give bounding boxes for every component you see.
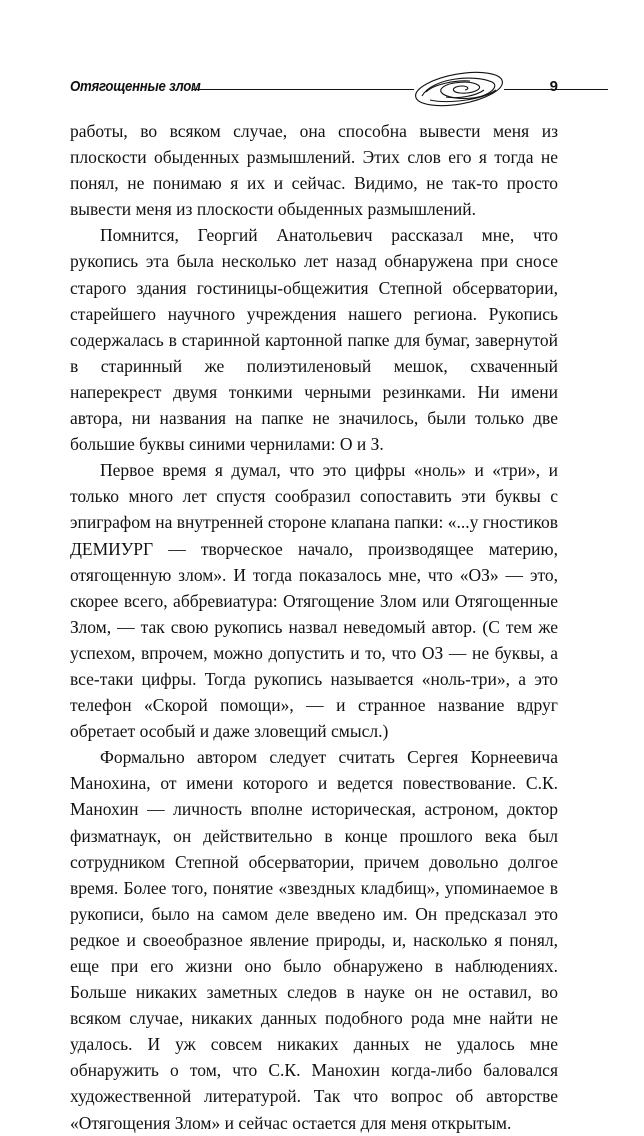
paragraph: работы, во всяком случае, она способна вывести меня из плоскости обыденных размышлений. Этих слов его я тогда не понял, не понимаю я их и сейчас. Видимо, не так-то просто вывести меня из плоскости обыденных размышлений. — [70, 121, 558, 220]
paragraph: Помнится, Георгий Анатольевич рассказал мне, что рукопись эта была несколько лет назад обнаружена при сносе старого здания гостиницы-общежития Степной обсерватории, старейшего научного учреждения нашего региона. Рукопись содержалась в старинной картонной папке для бумаг, завернутой в старинный же полиэтиленовый мешок, схваченный наперекрест двумя тонкими черными резинками. Ни имени автора, ни названия на папке не значилось, были только две большие буквы синими чернилами: О и З. — [70, 225, 558, 455]
galaxy-spiral-icon — [412, 70, 506, 108]
book-title: Отягощенные злом — [70, 78, 201, 95]
page-number: 9 — [549, 78, 558, 95]
paragraph: Первое время я думал, что это цифры «ноль» и «три», и только много лет спустя сообразил сопоставить эти буквы с эпиграфом на внутренней стороне клапана папки: «...у гностиков ДЕМИУРГ — творческое начало, производящее материю, отягощенную злом». И тогда показалось мне, что «ОЗ» — это, скорее всего, аббревиатура: Отягощение Злом или Отягощенные Злом, — так свою рукопись назвал неведомый автор. (С тем же успехом, впрочем, можно допустить и то, что ОЗ — не буквы, а все-таки цифры. Тогда рукопись называется «ноль-три», а это телефон «Скорой помощи», — и странное название вдруг обретает особый и даже зловещий смысл.) — [70, 460, 558, 742]
header-rule-left — [192, 89, 414, 90]
paragraph: Формально автором следует считать Сергея Корнеевича Манохина, от имени которого и ведется повествование. С.К. Манохин — личность вполне историческая, астроном, доктор физматнаук, он действительно в конце прошлого века был сотрудником Степной обсерватории, причем довольно долгое время. Более того, понятие «звездных кладбищ», упоминаемое в рукописи, было на самом деле введено им. Он предсказал это редкое и своеобразное явление природы, и, насколько я понял, еще при его жизни оно было обнаружено в наблюдениях. Больше никаких заметных следов в науке он не оставил, во всяком случае, никаких данных подобного рода мне найти не удалось. И уж совсем никаких данных не удалось мне обнаружить о том, что С.К. Манохин когда-либо баловался художественной литературой. Так что вопрос об авторстве «Отягощения Злом» и сейчас остается для меня открытым. — [70, 747, 558, 1133]
body-text — [70, 118, 558, 1136]
running-header — [70, 70, 558, 104]
